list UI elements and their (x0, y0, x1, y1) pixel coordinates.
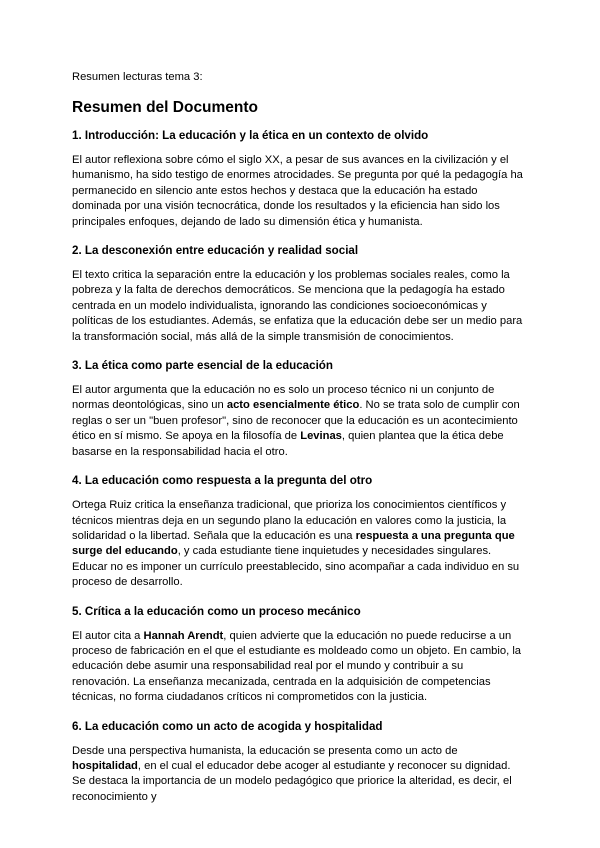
section-paragraph (72, 744, 524, 806)
text-run: , quien advierte que la educación no puede reducirse a un proceso de fabricación en el que el estudiante es moldeado como un objeto. En cambio, la educación debe asumir una responsabilidad real por el mundo y contribuir a su renovación. La enseñanza mecanizada, centrada en la adquisición de competencias técnicas, no forma ciudadanos críticos ni comprometidos con la justicia. (72, 629, 522, 704)
section-2 (72, 244, 524, 345)
section-5 (72, 605, 524, 706)
text-run: Desde una perspectiva humanista, la educación se presenta como un acto de (72, 744, 458, 757)
text-run: El autor argumenta que la educación no es solo un proceso técnico ni un conjunto de normas deontológicas, sino un (72, 384, 495, 412)
document-title: Resumen del Documento (72, 99, 259, 116)
bold-term: acto esencialmente ético (226, 399, 360, 412)
section-3 (72, 359, 524, 460)
section-paragraph (72, 383, 524, 460)
section-heading: 2. La desconexión entre educación y realidad social (72, 244, 359, 258)
section-4 (72, 474, 524, 590)
section-paragraph (72, 498, 524, 590)
text-run: Ortega Ruiz critica la enseñanza tradicional, que prioriza los conocimientos científicos y técnicos mientras deja en un segundo plano la educación en valores como la justicia, la solidaridad o la libertad. Señala que la educación es una (72, 499, 507, 542)
section-paragraph (72, 268, 524, 345)
section-heading: 6. La educación como un acto de acogida y hospitalidad (72, 719, 383, 733)
section-heading: 3. La ética como parte esencial de la educación (72, 359, 333, 373)
bold-term: hospitalidad (72, 759, 138, 772)
bold-term: Hannah Arendt (143, 629, 224, 642)
section-1 (72, 129, 524, 230)
text-run: , y cada estudiante tiene inquietudes y necesidades singulares. Educar no es imponer un currículo preestablecido, sino acompañar a cada individuo en su proceso de desarrollo. (72, 545, 520, 589)
text-run: , en el cual el educador debe acoger al estudiante y reconocer su dignidad. Se destaca la importancia de un modelo pedagógico que priorice la alteridad, es decir, el reconocimiento y (72, 759, 512, 803)
section-heading: 1. Introducción: La educación y la ética en un contexto de olvido (72, 129, 429, 142)
text-run: El autor cita a (72, 629, 144, 642)
text-run: El texto critica la separación entre la educación y los problemas sociales reales, como la pobreza y la falta de derechos democráticos. Se menciona que la pedagogía ha estado centrada en un modelo individualista, ignorando las condiciones socioeconómicas y políticas de los estudiantes. Además, se enfatiza que la educación debe ser un medio para la transformación social, más allá de la simple transmisión de conocimientos. (72, 269, 523, 343)
text-run: El autor reflexiona sobre cómo el siglo XX, a pesar de sus avances en la civilización y el humanismo, ha sido testigo de enormes atrocidades. Se pregunta por qué la pedagogía ha permanecido en silencio ante estos hechos y destaca que la educación ha estado dominada por una visión tecnocrática, donde los resultados y la eficiencia han sido los principales enfoques, dejando de lado su dimensión ética y humanista. (72, 154, 523, 228)
bold-term: Levinas (300, 430, 342, 443)
pre-title: Resumen lecturas tema 3: (72, 71, 203, 83)
section-heading: 5. Crítica a la educación como un proceso mecánico (72, 604, 361, 618)
section-6 (72, 720, 524, 806)
section-heading: 4. La educación como respuesta a la pregunta del otro (72, 474, 373, 488)
text-run: . No se trata solo de cumplir con reglas o ser un "buen profesor", sino de reconocer que la educación es un acontecimiento ético en sí mismo. Se apoya en la filosofía de (72, 399, 520, 443)
section-paragraph (72, 629, 524, 706)
bold-term: respuesta a una pregunta que surge del educando (72, 529, 515, 558)
text-run: , quien plantea que la ética debe basarse en la responsabilidad hacia el otro. (72, 430, 504, 458)
document-content (72, 70, 524, 819)
section-paragraph (72, 153, 524, 230)
